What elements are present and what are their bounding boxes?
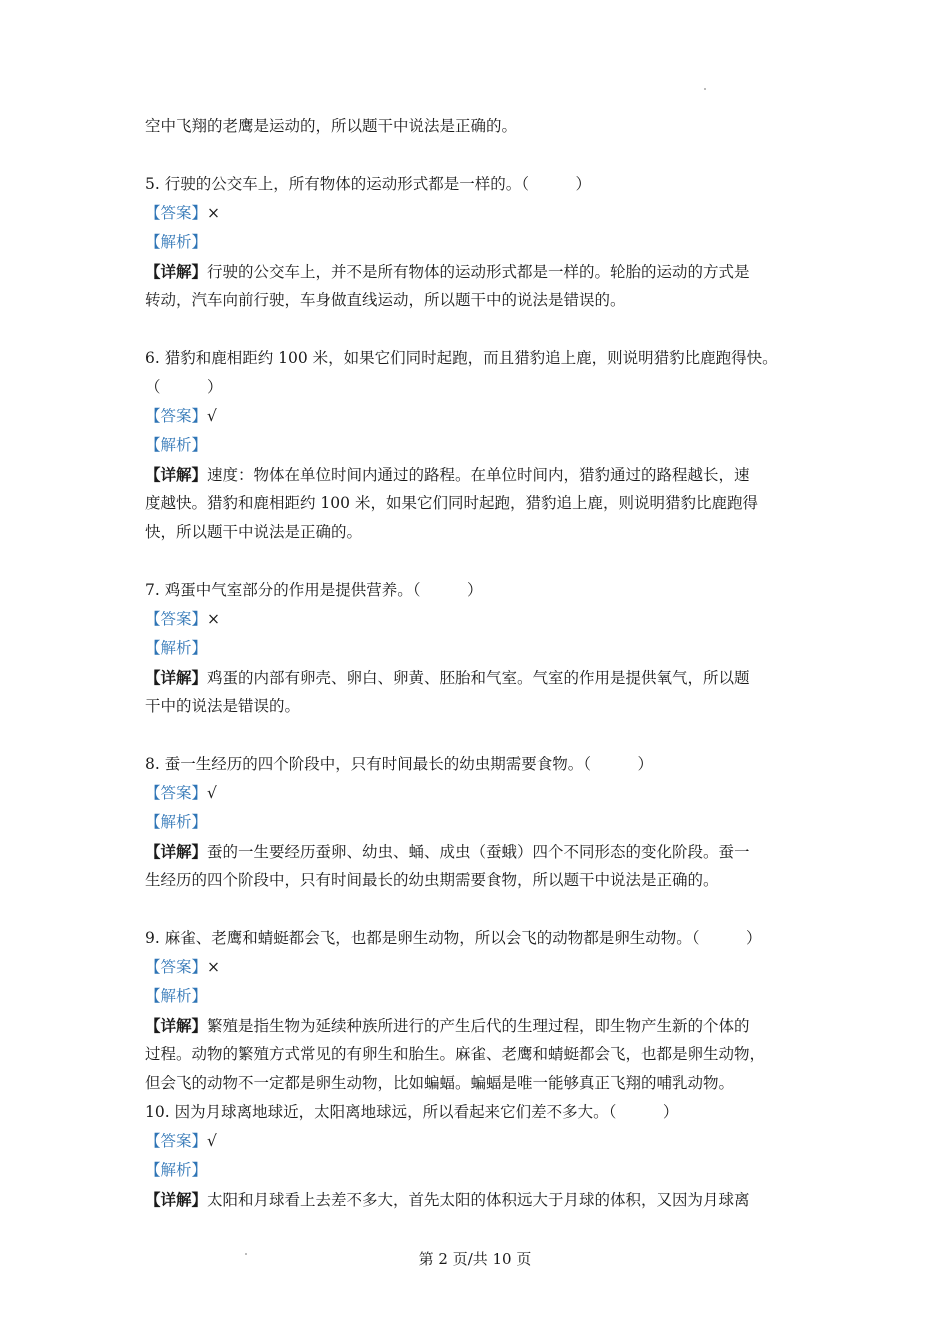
detail-label: 【详解】 <box>145 842 208 861</box>
detail-row <box>145 1011 810 1040</box>
analysis-row <box>145 808 810 837</box>
answer-mark: × <box>207 610 221 628</box>
analysis-label: 【解析】 <box>145 813 208 831</box>
page-footer: 第 2 页/共 10 页 <box>418 1250 532 1268</box>
analysis-label: 【解析】 <box>145 987 208 1005</box>
answer-label: 【答案】 <box>145 958 208 976</box>
answer-label: 【答案】 <box>145 407 208 425</box>
page-content <box>145 112 810 1214</box>
answer-row <box>145 402 810 431</box>
answer-row <box>145 1127 810 1156</box>
question-5 <box>145 170 810 315</box>
analysis-row <box>145 431 810 460</box>
detail-text: 蚕的一生要经历蚕卵、幼虫、蛹、成虫（蚕蛾）四个不同形态的变化阶段。蚕一 <box>207 843 750 861</box>
detail-label: 【详解】 <box>145 668 208 687</box>
answer-label: 【答案】 <box>145 204 208 222</box>
detail-text: 转动，汽车向前行驶，车身做直线运动，所以题干中的说法是错误的。 <box>145 291 626 309</box>
detail-row <box>145 837 810 866</box>
detail-text: 繁殖是指生物为延续种族所进行的产生后代的生理过程，即生物产生新的个体的 <box>207 1017 750 1035</box>
detail-row <box>145 1185 810 1214</box>
question-6 <box>145 344 810 547</box>
analysis-row <box>145 228 810 257</box>
analysis-label: 【解析】 <box>145 1161 208 1179</box>
detail-text: 度越快。猎豹和鹿相距约 100 米，如果它们同时起跑，猎豹追上鹿，则说明猎豹比鹿跑得 <box>145 494 758 512</box>
analysis-row <box>145 982 810 1011</box>
answer-row <box>145 779 810 808</box>
detail-text: 太阳和月球看上去差不多大，首先太阳的体积远大于月球的体积，又因为月球离 <box>207 1191 750 1209</box>
answer-mark: √ <box>207 1132 217 1150</box>
answer-row <box>145 605 810 634</box>
detail-text: 过程。动物的繁殖方式常见的有卵生和胎生。麻雀、老鹰和蜻蜓都会飞，也都是卵生动物， <box>145 1045 766 1063</box>
detail-text: 鸡蛋的内部有卵壳、卵白、卵黄、胚胎和气室。气室的作用是提供氧气，所以题 <box>207 669 750 687</box>
intro-text: 空中飞翔的老鹰是运动的，所以题干中说法是正确的。 <box>145 117 518 135</box>
detail-text: 干中的说法是错误的。 <box>145 697 301 715</box>
question-stem: 10. 因为月球离地球近，太阳离地球远，所以看起来它们差不多大。（ ） <box>145 1103 679 1121</box>
question-stem: 9. 麻雀、老鹰和蜻蜓都会飞，也都是卵生动物，所以会飞的动物都是卵生动物。（ ） <box>145 929 762 947</box>
detail-text: 快，所以题干中说法是正确的。 <box>145 523 363 541</box>
detail-label: 【详解】 <box>145 1190 208 1209</box>
answer-label: 【答案】 <box>145 784 208 802</box>
answer-row <box>145 199 810 228</box>
detail-text: 生经历的四个阶段中，只有时间最长的幼虫期需要食物，所以题干中说法是正确的。 <box>145 871 719 889</box>
detail-row <box>145 460 810 489</box>
answer-row <box>145 953 810 982</box>
detail-text: 速度：物体在单位时间内通过的路程。在单位时间内，猎豹通过的路程越长，速 <box>207 466 750 484</box>
answer-mark: √ <box>207 784 217 802</box>
question-stem: （ ） <box>145 378 223 396</box>
question-10 <box>145 1098 810 1214</box>
detail-row <box>145 663 810 692</box>
detail-label: 【详解】 <box>145 1016 208 1035</box>
analysis-row <box>145 1156 810 1185</box>
answer-mark: × <box>207 958 221 976</box>
analysis-label: 【解析】 <box>145 639 208 657</box>
detail-text: 但会飞的动物不一定都是卵生动物，比如蝙蝠。蝙蝠是唯一能够真正飞翔的哺乳动物。 <box>145 1074 735 1092</box>
analysis-row <box>145 634 810 663</box>
answer-label: 【答案】 <box>145 610 208 628</box>
detail-label: 【详解】 <box>145 262 208 281</box>
answer-mark: × <box>207 204 221 222</box>
question-8 <box>145 750 810 895</box>
answer-label: 【答案】 <box>145 1132 208 1150</box>
question-9 <box>145 924 810 1098</box>
scan-dot-top <box>704 88 706 90</box>
answer-mark: √ <box>207 407 217 425</box>
question-stem: 7. 鸡蛋中气室部分的作用是提供营养。（ ） <box>145 581 483 599</box>
question-stem: 6. 猎豹和鹿相距约 100 米，如果它们同时起跑，而且猎豹追上鹿，则说明猎豹比鹿跑得快。 <box>145 349 778 367</box>
detail-row <box>145 257 810 286</box>
question-7 <box>145 576 810 721</box>
question-stem: 8. 蚕一生经历的四个阶段中，只有时间最长的幼虫期需要食物。（ ） <box>145 755 653 773</box>
detail-label: 【详解】 <box>145 465 208 484</box>
analysis-label: 【解析】 <box>145 436 208 454</box>
question-stem: 5. 行驶的公交车上，所有物体的运动形式都是一样的。（ ） <box>145 175 591 193</box>
analysis-label: 【解析】 <box>145 233 208 251</box>
detail-text: 行驶的公交车上，并不是所有物体的运动形式都是一样的。轮胎的运动的方式是 <box>207 263 750 281</box>
